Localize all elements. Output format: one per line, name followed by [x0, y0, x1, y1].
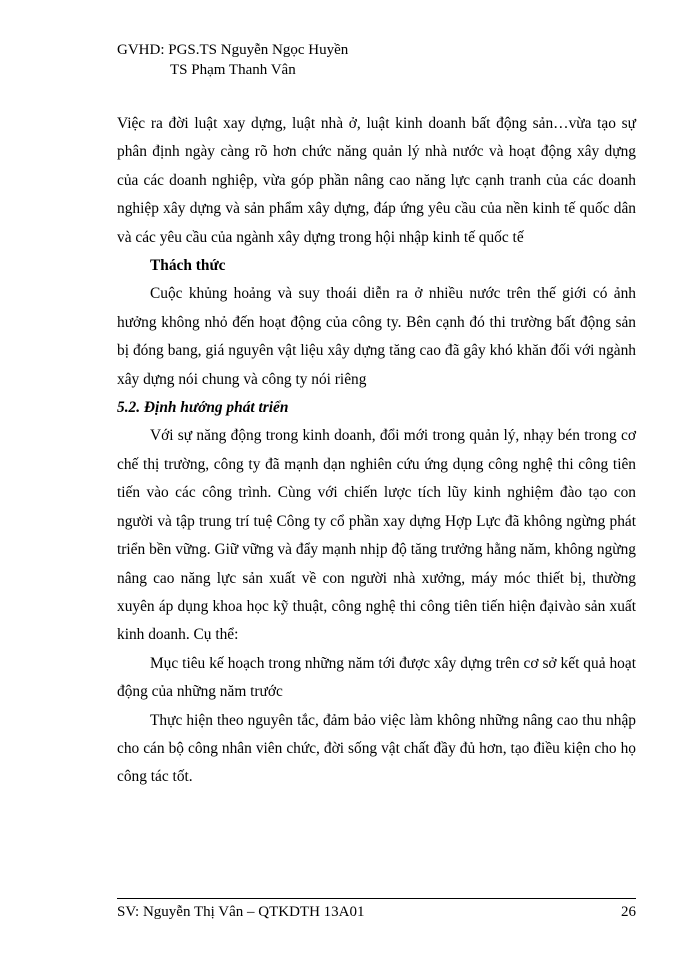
page-footer	[117, 902, 636, 922]
advisor-line-1: GVHD: PGS.TS Nguyễn Ngọc Huyền	[117, 42, 349, 58]
section-heading: 5.2. Định hướng phát triển	[117, 399, 289, 417]
page-number: 26	[621, 904, 636, 920]
footer-divider	[117, 898, 636, 899]
paragraph-1: Việc ra đời luật xay dựng, luật nhà ở, luật kinh doanh bất động sản…vừa tạo sự phân định ngày càng rõ hơn chức năng quản lý nhà nước và hoạt động xây dựng của các doanh nghiệp, vừa góp phần nâng cao năng lực cạnh tranh của các doanh nghiệp xây dựng và sản phẩm xây dựng, đáp ứng yêu cầu của nền kinh tế quốc dân và các yêu cầu của ngành xây dựng trong hội nhập kinh tế quốc tế	[117, 115, 636, 246]
student-info: SV: Nguyễn Thị Vân – QTKDTH 13A01	[117, 904, 365, 920]
paragraph-3: Với sự năng động trong kinh doanh, đổi mới trong quản lý, nhạy bén trong cơ chế thị trường, công ty đã mạnh dạn nghiên cứu ứng dụng công nghệ thi công tiên tiến vào các công trình. Cùng với chiến lược tích lũy kinh nghiệm đào tạo con người và tập trung trí tuệ Công ty cổ phần xay dựng Hợp Lực đã không ngừng phát triển bền vững. Giữ vững và đẩy mạnh nhịp độ tăng trưởng hằng năm, không ngừng nâng cao năng lực sản xuất về con người nhà xưởng, máy móc thiết bị, thường xuyên áp dụng khoa học kỹ thuật, công nghệ thi công tiên tiến hiện đạivào sản xuất kinh doanh. Cụ thể:	[117, 427, 636, 644]
document-body	[117, 110, 636, 792]
paragraph-5: Thực hiện theo nguyên tắc, đảm bảo việc làm không những nâng cao thu nhập cho cán bộ công nhân viên chức, đời sống vật chất đầy đủ hơn, tạo điều kiện cho họ công tác tốt.	[117, 711, 636, 786]
heading-challenge: Thách thức	[150, 257, 226, 275]
advisor-line-2: TS Phạm Thanh Vân	[170, 62, 296, 78]
paragraph-4: Mục tiêu kế hoạch trong những năm tới được xây dựng trên cơ sở kết quả hoạt động của những năm trước	[117, 654, 636, 701]
page-header	[117, 40, 348, 80]
paragraph-2: Cuộc khủng hoảng và suy thoái diễn ra ở nhiều nước trên thế giới có ảnh hưởng không nhỏ đến hoạt động của công ty. Bên cạnh đó thi trường bất động sản bị đóng bang, giá nguyên vật liệu xây dựng tăng cao đã gây khó khăn đối với ngành xây dựng nói chung và công ty nói riêng	[117, 285, 636, 388]
